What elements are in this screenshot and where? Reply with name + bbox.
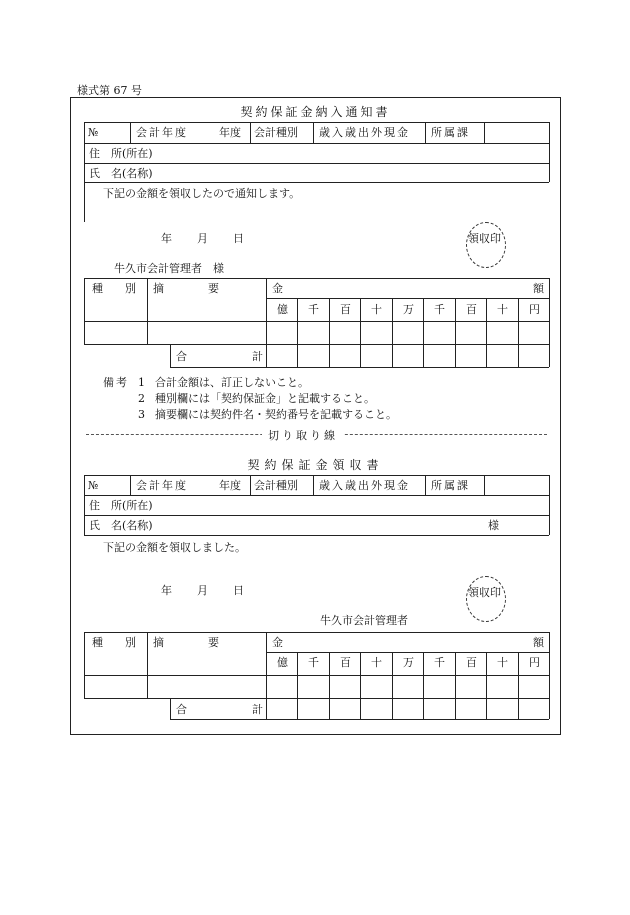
notice-rule bbox=[266, 298, 549, 299]
digit-label: 十 bbox=[371, 656, 382, 669]
digit-label: 百 bbox=[466, 303, 477, 316]
receipt-rule bbox=[170, 719, 549, 720]
note-number: 1 bbox=[138, 376, 145, 389]
notice-rule bbox=[84, 278, 85, 344]
notice-rule bbox=[84, 122, 85, 222]
notice-rule bbox=[250, 122, 251, 143]
notice-rule bbox=[486, 298, 487, 367]
summary-header: 摘 要 bbox=[153, 282, 219, 295]
notice-rule bbox=[84, 278, 549, 279]
receipt-rule bbox=[130, 475, 131, 495]
receipt-rule bbox=[84, 632, 549, 633]
note-text: 種別欄には「契約保証金」と記載すること。 bbox=[155, 392, 375, 405]
digit-label: 十 bbox=[371, 303, 382, 316]
note-number: 3 bbox=[138, 408, 145, 421]
receipt-rule bbox=[329, 652, 330, 719]
address-label: 住 所(所在) bbox=[89, 499, 153, 512]
notice-rule bbox=[84, 122, 549, 123]
account-label: 歳入歳出外現金 bbox=[319, 126, 410, 139]
digit-label: 百 bbox=[340, 656, 351, 669]
receipt-rule bbox=[84, 632, 85, 698]
receipt-rule bbox=[84, 515, 549, 516]
digit-label: 万 bbox=[403, 656, 414, 669]
date-day-label: 日 bbox=[233, 232, 244, 245]
notice-rule bbox=[84, 344, 549, 345]
receipt-rule bbox=[84, 675, 549, 676]
receipt-rule bbox=[549, 632, 550, 719]
notice-message: 下記の金額を領収したので通知します。 bbox=[103, 187, 301, 200]
receipt-rule bbox=[84, 698, 549, 699]
receipt-rule bbox=[484, 475, 485, 495]
notice-rule bbox=[484, 122, 485, 143]
department-label: 所属課 bbox=[431, 126, 470, 139]
date-year-label: 年 bbox=[161, 232, 172, 245]
notice-rule bbox=[170, 367, 549, 368]
fiscal-year-label: 会計年度 bbox=[136, 479, 188, 492]
notice-rule bbox=[147, 278, 148, 344]
account-label: 歳入歳出外現金 bbox=[319, 479, 410, 492]
receipt-rule bbox=[423, 652, 424, 719]
date-month-label: 月 bbox=[197, 232, 208, 245]
digit-label: 億 bbox=[277, 303, 288, 316]
digit-label: 円 bbox=[529, 656, 540, 669]
digit-label: 千 bbox=[434, 656, 445, 669]
amount-header: 金 bbox=[272, 636, 283, 649]
receipt-rule bbox=[549, 475, 550, 535]
digit-label: 億 bbox=[277, 656, 288, 669]
honorific-label: 様 bbox=[488, 519, 499, 532]
receipt-rule bbox=[84, 475, 549, 476]
notice-rule bbox=[266, 278, 267, 367]
name-label: 氏 名(名称) bbox=[89, 167, 153, 180]
receipt-rule bbox=[486, 652, 487, 719]
no-label: № bbox=[88, 126, 99, 139]
receipt-rule bbox=[147, 632, 148, 698]
seal-placeholder bbox=[466, 576, 506, 622]
no-label: № bbox=[88, 479, 99, 492]
receipt-message: 下記の金額を領収しました。 bbox=[103, 541, 246, 554]
category-header: 種 別 bbox=[92, 636, 136, 649]
receipt-rule bbox=[360, 652, 361, 719]
notice-rule bbox=[329, 298, 330, 367]
notice-rule bbox=[130, 122, 131, 143]
seal-placeholder bbox=[466, 222, 506, 268]
notice-rule bbox=[84, 321, 549, 322]
notice-rule bbox=[84, 143, 549, 144]
account-type-label: 会計種別 bbox=[254, 126, 298, 139]
amount-header: 金 bbox=[272, 282, 283, 295]
receipt-rule bbox=[392, 652, 393, 719]
name-label: 氏 名(名称) bbox=[89, 519, 153, 532]
note-text: 摘要欄には契約件名・契約番号を記載すること。 bbox=[155, 408, 397, 421]
date-day-label: 日 bbox=[233, 584, 244, 597]
summary-header: 摘 要 bbox=[153, 636, 219, 649]
addressee: 牛久市会計管理者 様 bbox=[114, 262, 224, 275]
notice-rule bbox=[170, 344, 171, 367]
notice-rule bbox=[84, 163, 549, 164]
receipt-rule bbox=[84, 475, 85, 535]
receipt-rule bbox=[313, 475, 314, 495]
issuer: 牛久市会計管理者 bbox=[320, 614, 408, 627]
receipt-rule bbox=[266, 632, 267, 719]
notice-rule bbox=[392, 298, 393, 367]
digit-label: 百 bbox=[340, 303, 351, 316]
receipt-rule bbox=[84, 495, 549, 496]
year-suffix-label: 年度 bbox=[219, 479, 241, 492]
department-label: 所属課 bbox=[431, 479, 470, 492]
cut-line-label: 切り取り線 bbox=[262, 427, 344, 443]
note-text: 合計金額は、訂正しないこと。 bbox=[155, 376, 309, 389]
notes-label: 備考 bbox=[103, 376, 129, 389]
account-type-label: 会計種別 bbox=[254, 479, 298, 492]
receipt-rule bbox=[297, 652, 298, 719]
year-suffix-label: 年度 bbox=[219, 126, 241, 139]
receipt-rule bbox=[425, 475, 426, 495]
receipt-title: 契約保証金領収書 bbox=[247, 458, 384, 472]
digit-label: 十 bbox=[497, 656, 508, 669]
receipt-rule bbox=[170, 698, 171, 719]
digit-label: 円 bbox=[529, 303, 540, 316]
receipt-rule bbox=[455, 652, 456, 719]
seal-label: 領収印 bbox=[468, 232, 501, 245]
notice-rule bbox=[84, 182, 549, 183]
receipt-rule bbox=[84, 535, 549, 536]
notice-title: 契約保証金納入通知書 bbox=[240, 105, 391, 119]
notice-rule bbox=[313, 122, 314, 143]
total-label-left: 合 bbox=[176, 350, 187, 363]
total-label-right: 計 bbox=[252, 350, 263, 363]
amount-header-end: 額 bbox=[533, 282, 544, 295]
notice-rule bbox=[518, 298, 519, 367]
digit-label: 万 bbox=[403, 303, 414, 316]
digit-label: 百 bbox=[466, 656, 477, 669]
fiscal-year-label: 会計年度 bbox=[136, 126, 188, 139]
note-number: 2 bbox=[138, 392, 145, 405]
digit-label: 千 bbox=[308, 656, 319, 669]
address-label: 住 所(所在) bbox=[89, 147, 153, 160]
notice-rule bbox=[297, 298, 298, 367]
total-label-left: 合 bbox=[176, 703, 187, 716]
total-label-right: 計 bbox=[252, 703, 263, 716]
digit-label: 千 bbox=[308, 303, 319, 316]
category-header: 種 別 bbox=[92, 282, 136, 295]
amount-header-end: 額 bbox=[533, 636, 544, 649]
notice-rule bbox=[425, 122, 426, 143]
receipt-rule bbox=[250, 475, 251, 495]
seal-label: 領収印 bbox=[468, 586, 501, 599]
date-month-label: 月 bbox=[197, 584, 208, 597]
notice-rule bbox=[455, 298, 456, 367]
notice-rule bbox=[360, 298, 361, 367]
form-number: 様式第 67 号 bbox=[77, 84, 142, 97]
digit-label: 千 bbox=[434, 303, 445, 316]
receipt-rule bbox=[266, 652, 549, 653]
notice-rule bbox=[549, 122, 550, 182]
digit-label: 十 bbox=[497, 303, 508, 316]
date-year-label: 年 bbox=[161, 584, 172, 597]
receipt-rule bbox=[518, 652, 519, 719]
notice-rule bbox=[549, 278, 550, 367]
notice-rule bbox=[423, 298, 424, 367]
